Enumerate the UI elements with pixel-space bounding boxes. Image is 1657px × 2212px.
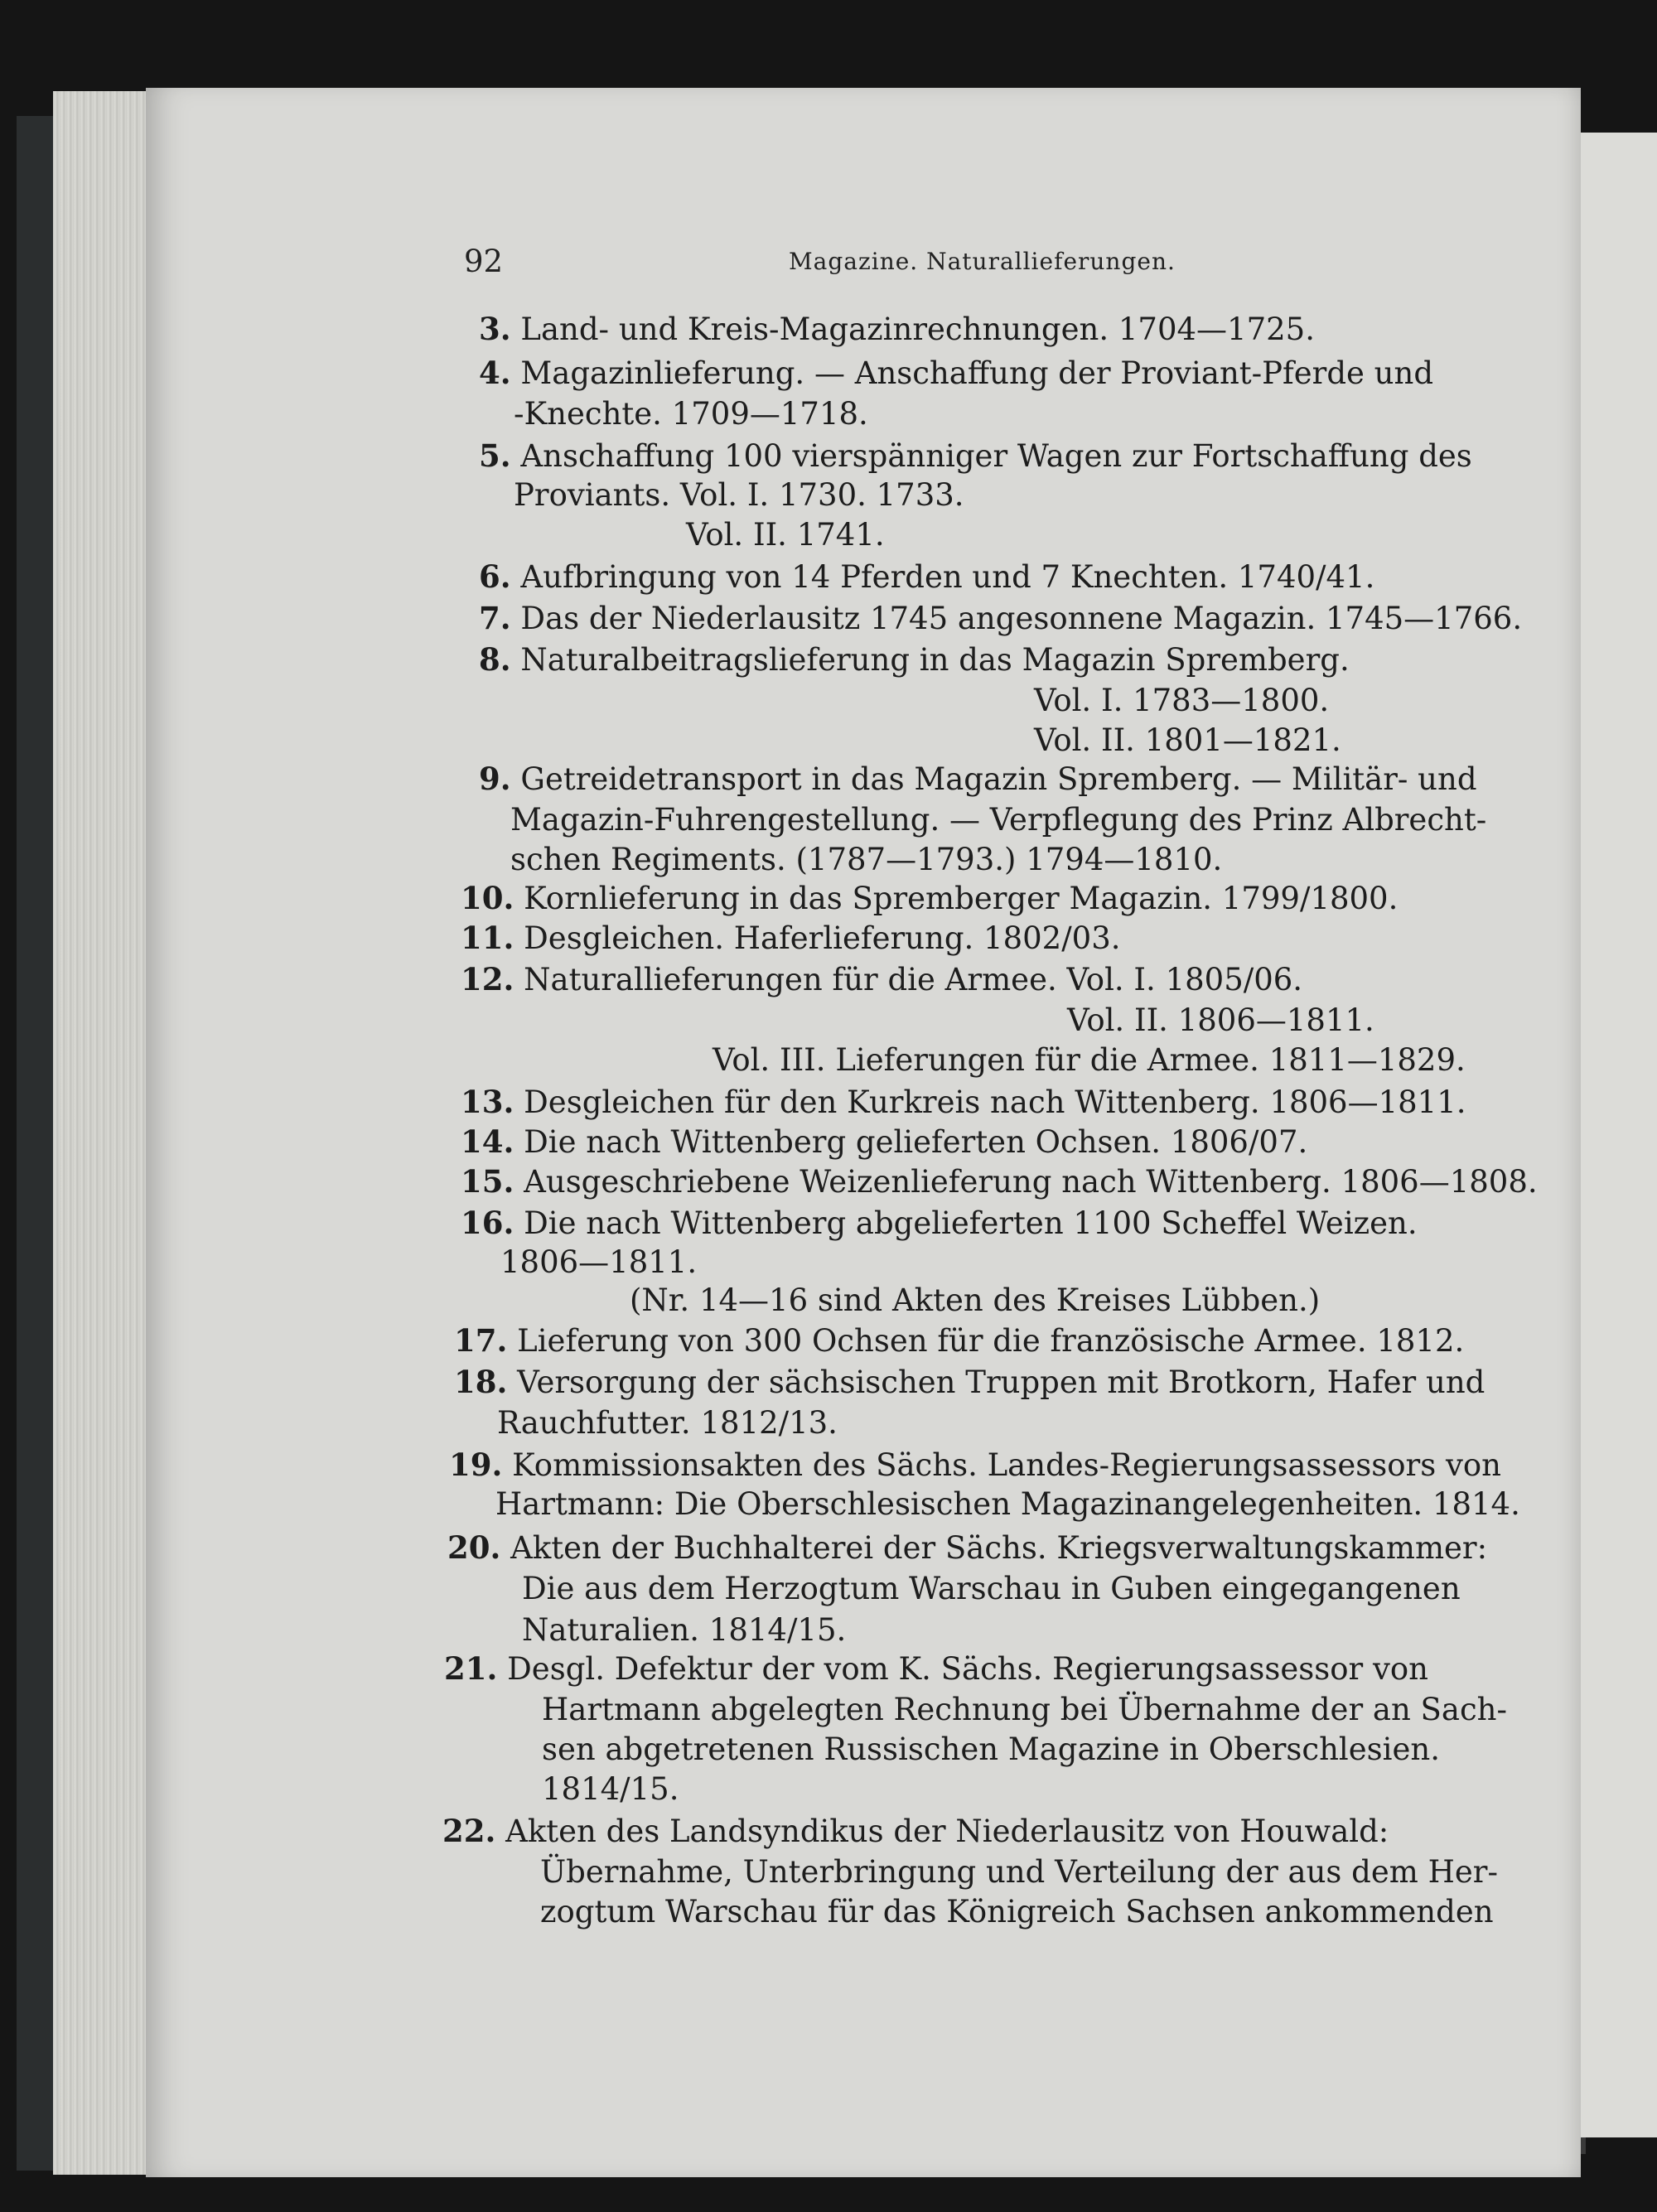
entry-number: 20. xyxy=(447,1529,501,1566)
line-22 xyxy=(461,1162,1538,1202)
line-9 xyxy=(479,640,1350,680)
entry-text: sen abgetretenen Russischen Magazine in Oberschlesien. xyxy=(542,1731,1440,1767)
line-27 xyxy=(454,1362,1485,1403)
entry-text: Die nach Wittenberg gelieferten Ochsen. 1806/07. xyxy=(524,1124,1308,1160)
line-3 xyxy=(514,394,868,434)
entry-text: Vol. III. Lieferungen für die Armee. 1811—1829. xyxy=(713,1042,1466,1078)
entry-number: 9. xyxy=(479,761,511,797)
line-32 xyxy=(522,1569,1461,1609)
line-4 xyxy=(479,436,1472,476)
line-31 xyxy=(447,1528,1487,1568)
entry-text: -Knechte. 1709—1718. xyxy=(514,396,868,432)
entry-number: 3. xyxy=(479,311,511,347)
entry-text: Versorgung der sächsischen Truppen mit Brotkorn, Hafer und xyxy=(517,1364,1486,1400)
line-15 xyxy=(461,878,1398,919)
entry-text: Magazinlieferung. — Anschaffung der Proviant-Pferde und xyxy=(520,355,1434,391)
entry-text: Land- und Kreis-Magazinrechnungen. 1704—1725. xyxy=(520,312,1315,347)
line-40 xyxy=(540,1892,1494,1932)
line-30 xyxy=(495,1485,1520,1524)
entry-number: 15. xyxy=(461,1163,514,1200)
page-number: 92 xyxy=(464,244,504,279)
entry-text: Naturalbeitragslieferung in das Magazin Spremberg. xyxy=(520,642,1350,678)
entry-text: Die aus dem Herzogtum Warschau in Guben eingegangenen xyxy=(522,1571,1461,1606)
line-37 xyxy=(542,1770,679,1809)
line-8 xyxy=(479,598,1522,639)
entry-text: schen Regiments. (1787—1793.) 1794—1810. xyxy=(510,842,1223,877)
line-36 xyxy=(542,1730,1440,1770)
entry-text: Naturalien. 1814/15. xyxy=(522,1612,847,1648)
entry-text: Akten der Buchhalterei der Sächs. Kriegsverwaltungskammer: xyxy=(510,1530,1488,1566)
entry-text: Lieferung von 300 Ochsen für die französische Armee. 1812. xyxy=(517,1323,1465,1359)
entry-text: Vol. II. 1806—1811. xyxy=(1067,1002,1374,1038)
entry-number: 17. xyxy=(454,1322,508,1359)
entry-number: 11. xyxy=(461,920,514,956)
entry-text: Hartmann abgelegten Rechnung bei Übernahme der an Sach- xyxy=(542,1692,1508,1727)
entry-text: 1806—1811. xyxy=(500,1244,698,1280)
entry-text: Vol. II. 1801—1821. xyxy=(1034,722,1341,758)
line-29 xyxy=(449,1445,1501,1485)
line-2 xyxy=(479,353,1433,394)
entry-text: Desgl. Defektur der vom K. Sächs. Regierungsassessor von xyxy=(507,1651,1428,1687)
entry-number: 14. xyxy=(461,1123,514,1160)
entry-text: Hartmann: Die Oberschlesischen Magazinangelegenheiten. 1814. xyxy=(495,1486,1520,1522)
line-23 xyxy=(461,1203,1418,1244)
line-1 xyxy=(479,309,1315,350)
entry-text: Anschaffung 100 vierspänniger Wagen zur Fortschaffung des xyxy=(520,438,1472,474)
line-12 xyxy=(479,759,1477,799)
entry-text: Naturallieferungen für die Armee. Vol. I. 1805/06. xyxy=(524,962,1303,997)
entry-number: 21. xyxy=(444,1650,498,1687)
entry-text: Kommissionsakten des Sächs. Landes-Regierungsassessors von xyxy=(512,1447,1501,1483)
entry-number: 12. xyxy=(461,961,514,997)
entry-number: 4. xyxy=(479,355,511,391)
next-page-edge xyxy=(1581,133,1657,2137)
line-11 xyxy=(1034,721,1341,761)
line-13 xyxy=(510,800,1486,840)
line-38 xyxy=(442,1811,1389,1852)
line-25 xyxy=(630,1281,1320,1321)
entry-text: Die nach Wittenberg abgelieferten 1100 Scheffel Weizen. xyxy=(524,1205,1418,1241)
entry-text: zogtum Warschau für das Königreich Sachsen ankommenden xyxy=(540,1894,1494,1929)
entry-number: 6. xyxy=(479,558,511,595)
line-10 xyxy=(1034,681,1329,721)
entry-text: Magazin-Fuhrengestellung. — Verpflegung des Prinz Albrecht- xyxy=(510,802,1487,838)
entry-text: 1814/15. xyxy=(542,1771,679,1807)
line-19 xyxy=(713,1041,1466,1080)
running-title: Magazine. Naturallieferungen. xyxy=(789,248,1176,275)
line-16 xyxy=(461,918,1121,959)
page-edges xyxy=(53,91,146,2175)
line-35 xyxy=(542,1690,1507,1730)
entry-text: Vol. I. 1783—1800. xyxy=(1034,683,1330,718)
entry-number: 22. xyxy=(442,1813,496,1849)
line-39 xyxy=(540,1852,1498,1892)
entry-number: 10. xyxy=(461,880,514,916)
line-20 xyxy=(461,1082,1466,1123)
line-7 xyxy=(479,557,1374,597)
line-28 xyxy=(497,1403,838,1443)
entry-number: 5. xyxy=(479,437,511,474)
entry-text: Das der Niederlausitz 1745 angesonnene Magazin. 1745—1766. xyxy=(520,601,1523,636)
entry-number: 13. xyxy=(461,1084,514,1120)
entry-number: 7. xyxy=(479,600,511,636)
entry-text: Übernahme, Unterbringung und Verteilung der aus dem Her- xyxy=(540,1854,1498,1890)
line-33 xyxy=(522,1611,846,1650)
entry-text: Desgleichen. Haferlieferung. 1802/03. xyxy=(524,920,1121,956)
entry-text: Aufbringung von 14 Pferden und 7 Knechten. 1740/41. xyxy=(520,559,1375,595)
entry-number: 8. xyxy=(479,641,511,678)
entry-text: Akten des Landsyndikus der Niederlausitz von Houwald: xyxy=(505,1814,1389,1849)
entry-text: Vol. II. 1741. xyxy=(686,517,885,553)
entry-number: 19. xyxy=(449,1446,503,1483)
line-18 xyxy=(1067,1001,1374,1041)
entry-number: 16. xyxy=(461,1205,514,1241)
entry-number: 18. xyxy=(454,1364,508,1400)
entry-text: Ausgeschriebene Weizenlieferung nach Wittenberg. 1806—1808. xyxy=(524,1164,1538,1200)
entry-text: Getreidetransport in das Magazin Spremberg. — Militär- und xyxy=(520,761,1477,797)
line-14 xyxy=(510,840,1222,880)
entry-text: Desgleichen für den Kurkreis nach Wittenberg. 1806—1811. xyxy=(524,1084,1466,1120)
line-6 xyxy=(686,515,885,555)
entry-text: (Nr. 14—16 sind Akten des Kreises Lübben.) xyxy=(630,1282,1321,1318)
entry-text: Kornlieferung in das Spremberger Magazin. 1799/1800. xyxy=(524,881,1399,916)
line-17 xyxy=(461,959,1302,1000)
line-34 xyxy=(444,1649,1428,1689)
line-24 xyxy=(500,1243,697,1282)
line-21 xyxy=(461,1122,1307,1162)
line-26 xyxy=(454,1321,1464,1361)
page-header xyxy=(464,237,1483,287)
entry-text: Proviants. Vol. I. 1730. 1733. xyxy=(514,477,964,513)
line-5 xyxy=(514,476,964,515)
entry-text: Rauchfutter. 1812/13. xyxy=(497,1405,838,1441)
